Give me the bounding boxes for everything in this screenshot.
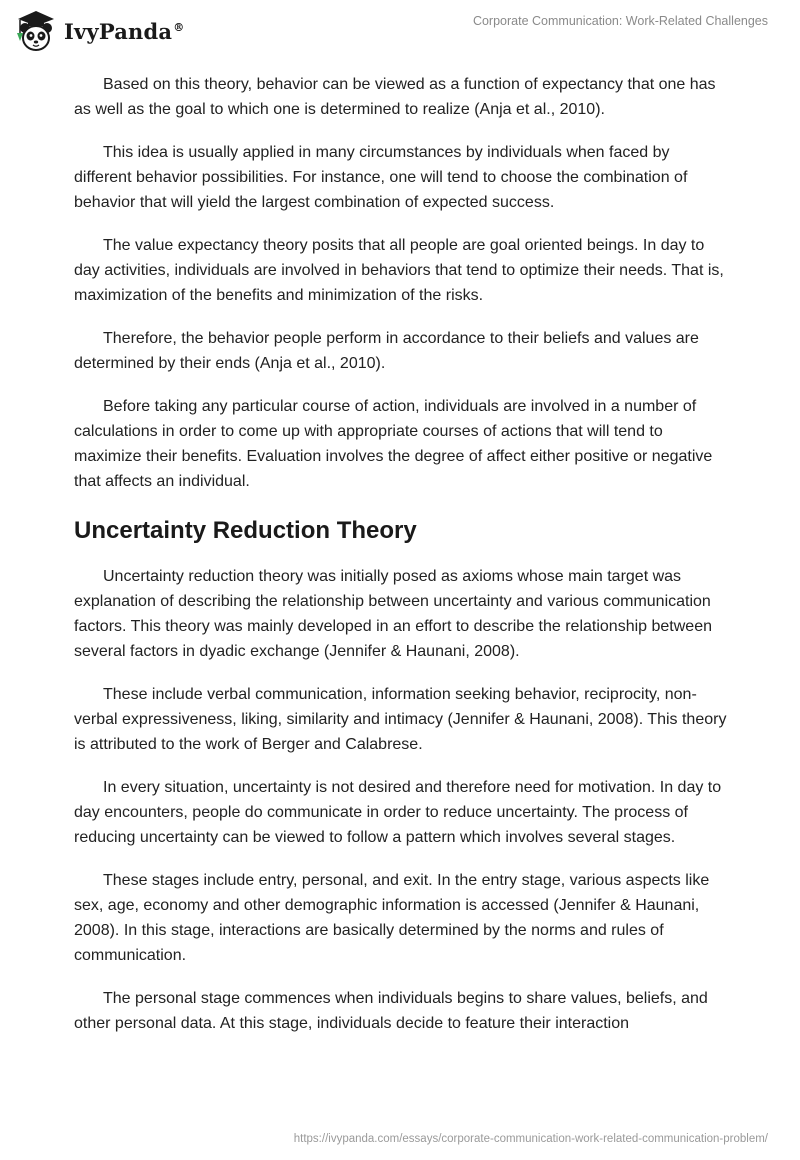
paragraph: Before taking any particular course of action, individuals are involved in a number of calculations in order to come up with appropriate courses of actions that will tend to maximize their benefits. Evaluation involves the degree of affect either positive or negative that affects an individual. (74, 398, 713, 490)
paragraph: Based on this theory, behavior can be viewed as a function of expectancy that one has as well as the goal to which one is determined to realize (Anja et al., 2010). (74, 76, 716, 118)
page-header (0, 0, 800, 60)
section-heading: Uncertainty Reduction Theory (74, 517, 417, 544)
source-url[interactable]: https://ivypanda.com/essays/corporate-communication-work-related-communication-problem/ (293, 1133, 768, 1145)
paragraph: These stages include entry, personal, and exit. In the entry stage, various aspects like sex, age, economy and other demographic information is accessed (Jennifer & Haunani, 2008). In this stage, interactions are basically determined by the norms and rules of communication. (74, 872, 710, 964)
document-title: Corporate Communication: Work-Related Challenges (472, 14, 768, 28)
paragraph: The personal stage commences when individuals begins to share values, beliefs, and other personal data. At this stage, individuals decide to feature their interaction (74, 990, 708, 1032)
brand-logo[interactable] (14, 8, 184, 54)
paragraph: Uncertainty reduction theory was initially posed as axioms whose main target was explanation of describing the relationship between uncertainty and various communication factors. This theory was mainly developed in an effort to describe the relationship between several factors in dyadic exchange (Jennifer & Haunani, 2008). (74, 568, 712, 660)
paragraph: In every situation, uncertainty is not desired and therefore need for motivation. In day to day encounters, people do communicate in order to reduce uncertainty. The process of reducing uncertainty can be viewed to follow a pattern which involves several stages. (74, 779, 722, 846)
panda-graduate-icon (14, 9, 58, 53)
paragraph: Therefore, the behavior people perform in accordance to their beliefs and values are determined by their ends (Anja et al., 2010). (74, 330, 699, 372)
paragraph: This idea is usually applied in many circumstances by individuals when faced by different behavior possibilities. For instance, one will tend to choose the combination of behavior that will yield the largest combination of expected success. (74, 144, 688, 211)
paragraph: The value expectancy theory posits that all people are goal oriented beings. In day to day activities, individuals are involved in behaviors that tend to optimize their needs. That is, maximization of the benefits and minimization of the risks. (74, 237, 724, 304)
paragraph: These include verbal communication, information seeking behavior, reciprocity, non-verbal expressiveness, liking, similarity and intimacy (Jennifer & Haunani, 2008). This theory is attributed to the work of Berger and Calabrese. (74, 686, 727, 753)
brand-name: IvyPanda® (64, 18, 185, 44)
article-body (74, 72, 728, 1054)
